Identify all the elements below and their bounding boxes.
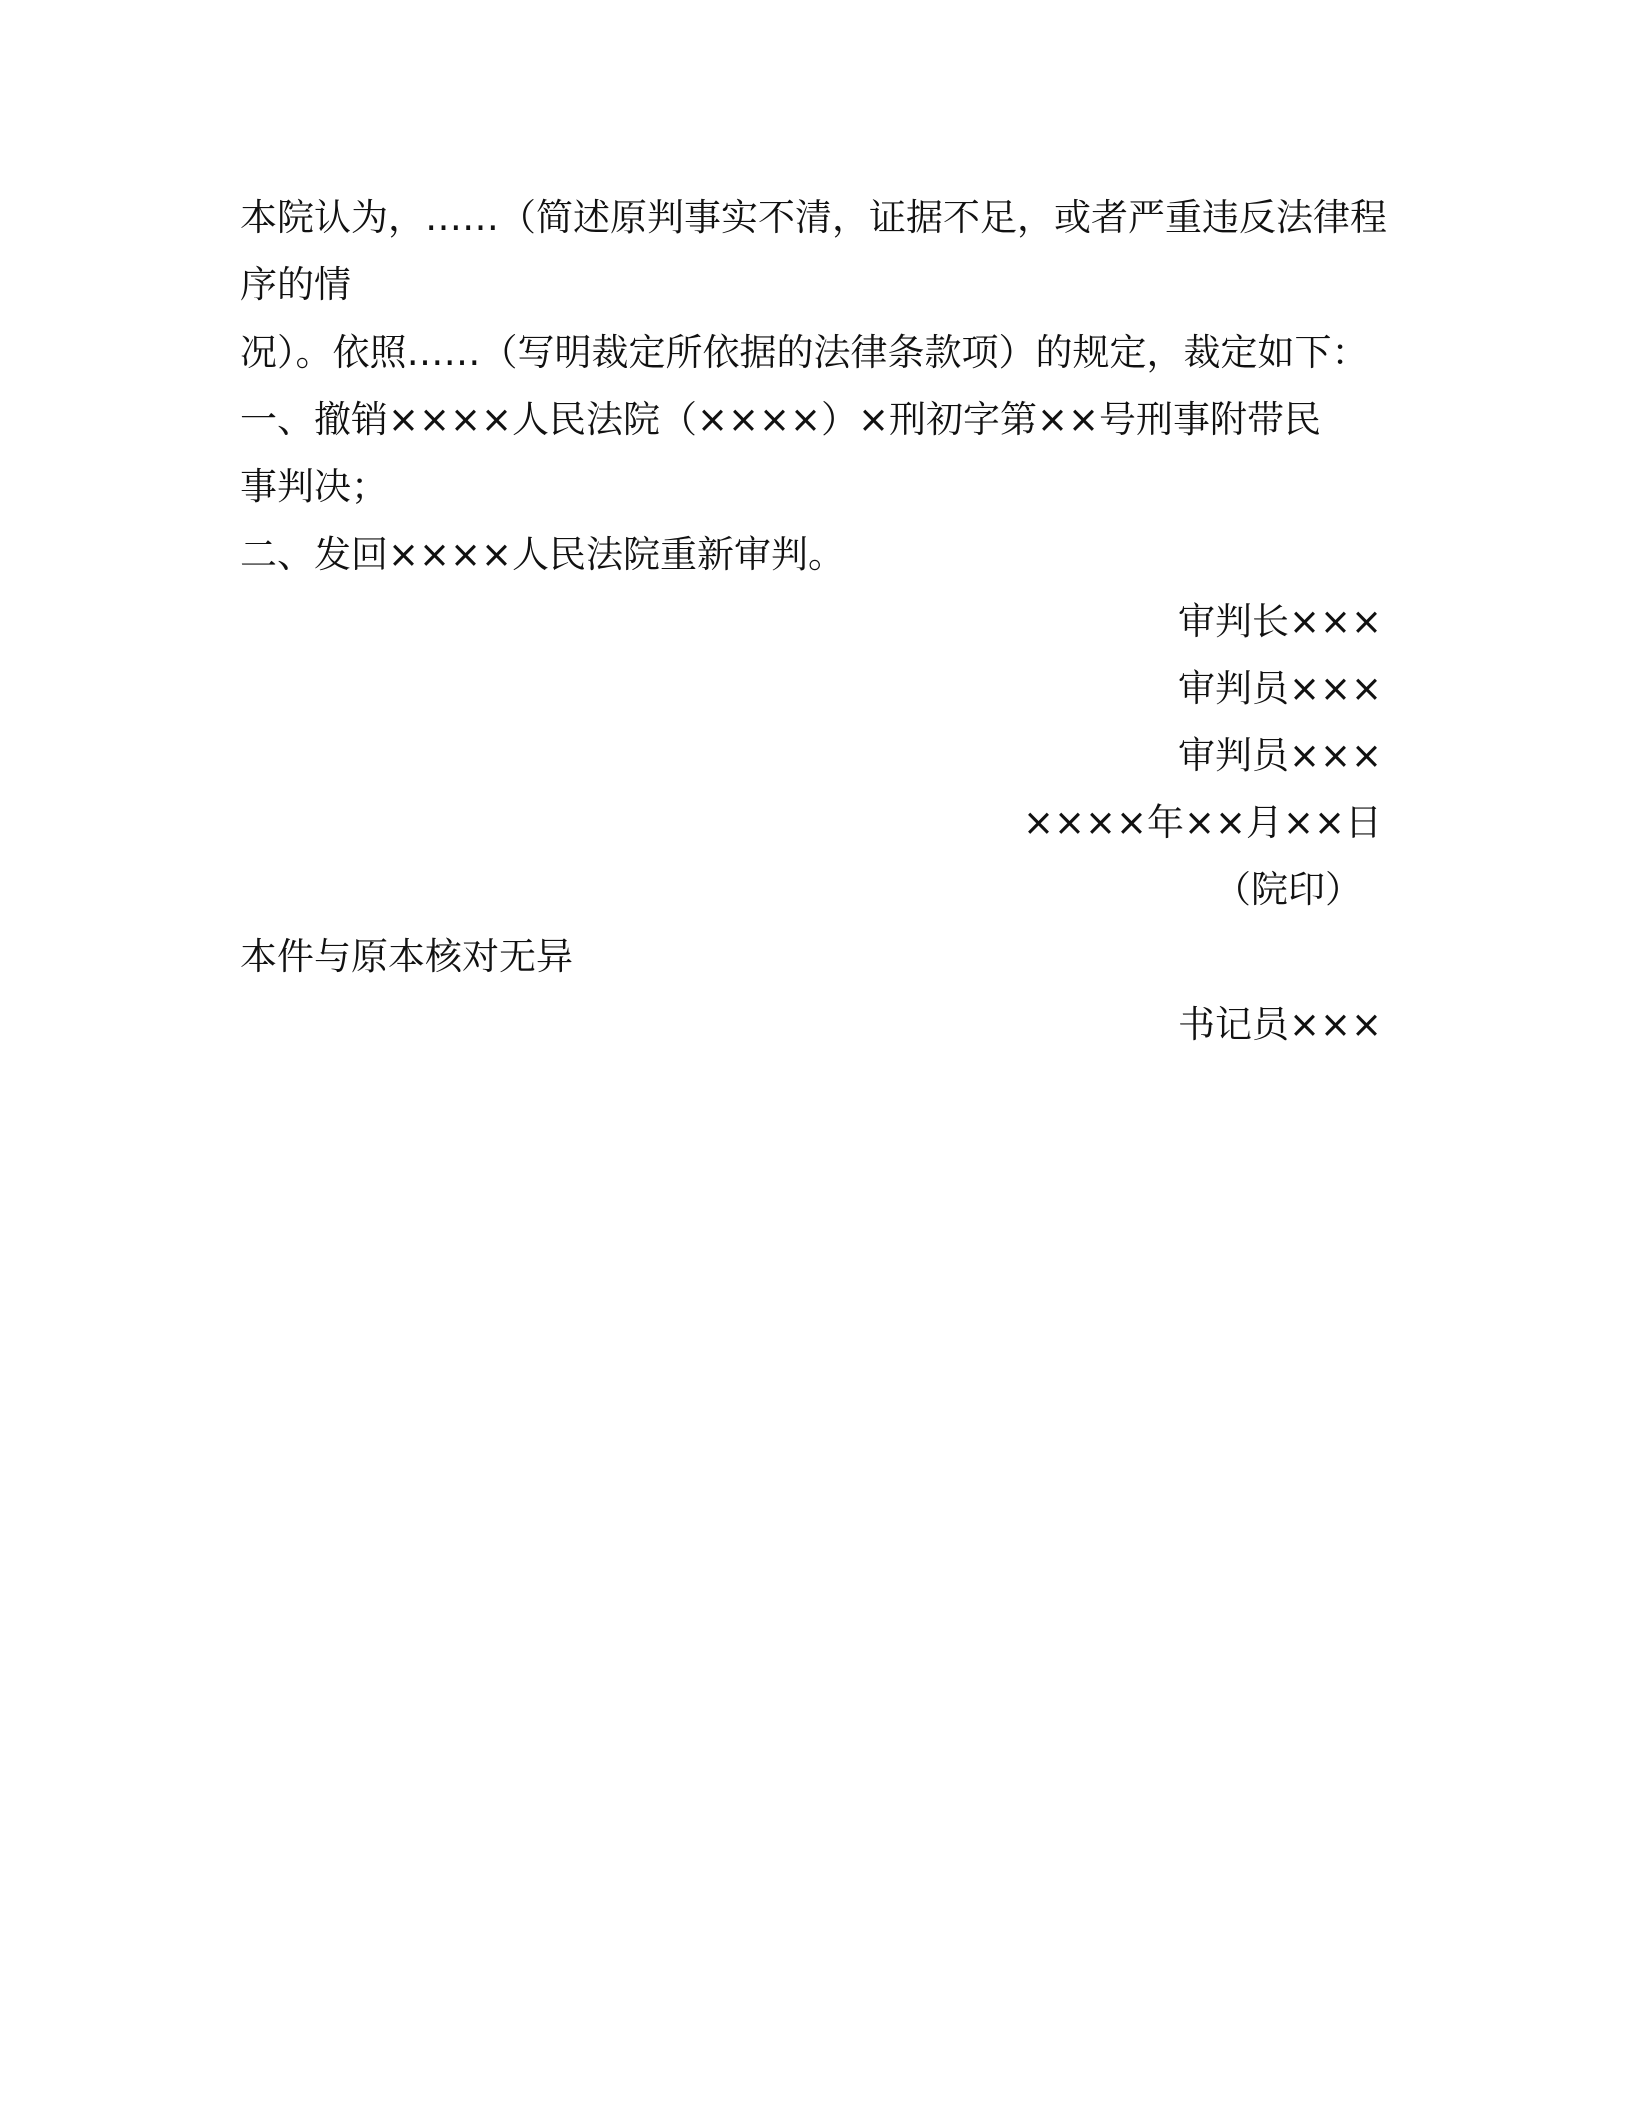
ruling-date: ××××年××月××日 bbox=[1022, 801, 1382, 844]
reasoning-line-1: 本院认为，……（简述原判事实不清，证据不足，或者严重违反法律程 bbox=[240, 196, 1387, 239]
ruling-item-1-line-1: 一、撤销××××人民法院（××××）×刑初字第××号刑事附带民 bbox=[240, 398, 1322, 441]
court-seal-label: （院印） bbox=[1214, 868, 1362, 911]
ruling-item-2: 二、发回××××人民法院重新审判。 bbox=[240, 533, 846, 576]
presiding-judge-signature: 审判长××× bbox=[1177, 600, 1382, 643]
ruling-item-1-line-2: 事判决； bbox=[240, 465, 388, 508]
judge-signature-2: 审判员××× bbox=[1177, 734, 1382, 777]
clerk-signature: 书记员××× bbox=[1177, 1003, 1382, 1046]
judge-signature-1: 审判员××× bbox=[1177, 667, 1382, 710]
verification-note: 本件与原本核对无异 bbox=[240, 935, 573, 978]
reasoning-line-2: 序的情 bbox=[240, 263, 351, 306]
legal-basis-line: 况）。依照……（写明裁定所依据的法律条款项）的规定，裁定如下： bbox=[240, 331, 1369, 374]
